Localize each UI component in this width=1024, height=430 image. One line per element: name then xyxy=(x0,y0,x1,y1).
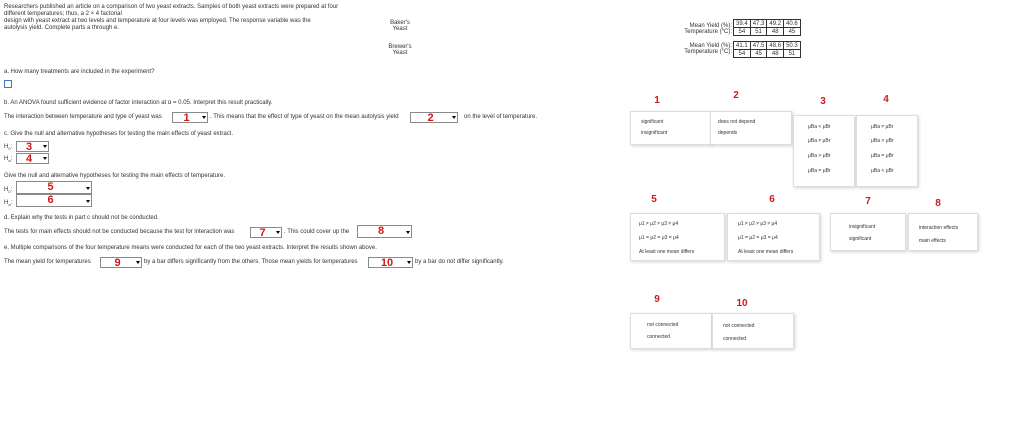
dropdown-4[interactable] xyxy=(16,153,49,164)
bakers-temp-label: Temperature (°C): xyxy=(684,29,732,35)
dropdown-3-value: 3 xyxy=(25,140,33,153)
brewers-temp-4: 51 xyxy=(784,50,801,58)
dropdown-6[interactable] xyxy=(16,194,92,207)
part-c-ha-label-2: $H_a$: xyxy=(4,200,13,208)
h0-h: H xyxy=(4,144,9,150)
chevron-down-icon[interactable] xyxy=(274,228,281,237)
dropdown-8[interactable] xyxy=(357,225,412,238)
option-card-4 xyxy=(856,115,918,187)
option-card-6 xyxy=(727,213,820,261)
bakers-table xyxy=(733,19,801,36)
option-4-item-2[interactable]: μBa > μBr xyxy=(871,138,894,144)
ha-h-2: H xyxy=(4,200,9,206)
bakers-mean-label: Mean Yield (%): xyxy=(689,23,732,29)
part-d-question: d. Explain why the tests in part c should not be conducted. xyxy=(4,215,159,221)
option-5-item-2[interactable]: μ1 = μ2 = μ3 = μ4 xyxy=(639,235,679,241)
dropdown-7-value: 7 xyxy=(259,226,266,239)
option-number-10: 10 xyxy=(736,298,748,309)
option-number-3: 3 xyxy=(820,96,826,107)
part-d-sentence-pre: The tests for main effects should not be conducted because the test for interaction was xyxy=(4,229,235,235)
bakers-temp-row xyxy=(734,28,801,36)
brewers-table xyxy=(733,41,801,58)
bakers-temp-1: 54 xyxy=(734,28,751,36)
dropdown-1-value: 1 xyxy=(183,111,190,124)
option-9-item-1[interactable]: not connected xyxy=(647,322,679,328)
option-10-item-1[interactable]: not connected xyxy=(723,323,755,329)
part-b-sentence-mid: . This means that the effect of type of yeast on the mean autolysis yield xyxy=(210,114,399,120)
brewers-yield-2: 47.5 xyxy=(750,42,767,50)
chevron-down-icon[interactable] xyxy=(84,197,91,206)
bakers-yield-4: 40.6 xyxy=(784,20,801,28)
chevron-down-icon[interactable] xyxy=(84,184,91,193)
part-b-sentence-pre: The interaction between temperature and type of yeast was xyxy=(4,114,162,120)
bakers-temp-2: 51 xyxy=(750,28,767,36)
option-5-item-1[interactable]: μ1 ≠ μ2 ≠ μ3 ≠ μ4 xyxy=(639,221,679,227)
h0-sub-2: 0 xyxy=(8,189,11,195)
chevron-down-icon[interactable] xyxy=(41,154,48,163)
chevron-down-icon[interactable] xyxy=(404,228,411,237)
dropdown-6-value: 6 xyxy=(47,194,54,206)
brewers-temp-1: 54 xyxy=(734,50,751,58)
option-4-item-1[interactable]: μBa ≠ μBr xyxy=(871,124,894,130)
option-number-5: 5 xyxy=(651,194,657,205)
part-b-sentence-post: on the level of temperature. xyxy=(464,114,538,120)
option-2-item-1[interactable]: does not depend xyxy=(718,119,756,125)
brewers-yeast-label xyxy=(378,44,422,56)
option-5-item-3[interactable]: At least one mean differs xyxy=(639,249,695,255)
brewers-yield-3: 48.6 xyxy=(767,42,784,50)
part-c-h0-label: $H_0$: xyxy=(4,144,13,152)
chevron-down-icon[interactable] xyxy=(134,258,141,267)
option-8-item-1[interactable]: interaction effects xyxy=(919,225,959,231)
bakers-yield-1: 39.4 xyxy=(734,20,751,28)
option-number-1: 1 xyxy=(654,95,660,106)
option-3-item-4[interactable]: μBa = μBr xyxy=(808,168,831,174)
ha-h: H xyxy=(4,156,9,162)
part-c-question: c. Give the null and alternative hypotheses for testing the main effects of yeast extract. xyxy=(4,131,234,137)
dropdown-5[interactable] xyxy=(16,181,92,194)
option-6-item-2[interactable]: μ1 = μ2 = μ3 = μ4 xyxy=(738,235,778,241)
intro-line-3: autolysis yield. Complete parts a through e. xyxy=(4,25,120,31)
option-6-item-1[interactable]: μ1 ≠ μ2 ≠ μ3 ≠ μ4 xyxy=(738,221,778,227)
brewers-temp-row xyxy=(734,50,801,58)
option-card-1 xyxy=(630,111,712,145)
part-a-answer-input[interactable] xyxy=(4,80,12,88)
brewers-yield-row xyxy=(734,42,801,50)
ha-sub: a xyxy=(8,158,11,164)
part-d-sentence-mid: . This could cover up the xyxy=(284,229,350,235)
intro-text xyxy=(4,4,344,32)
option-3-item-1[interactable]: μBa < μBr xyxy=(808,124,831,130)
part-c-question-2: Give the null and alternative hypotheses for testing the main effects of temperature. xyxy=(4,173,226,179)
option-1-item-2[interactable]: insignificant xyxy=(641,130,668,136)
option-8-item-2[interactable]: main effects xyxy=(919,238,946,244)
part-e-question: e. Multiple comparisons of the four temperature means were conducted for each of the two yeast extracts. Interpret the results shown above. xyxy=(4,245,377,251)
dropdown-8-value: 8 xyxy=(377,225,385,237)
option-2-item-2[interactable]: depends xyxy=(718,130,738,136)
brewers-temp-3: 48 xyxy=(767,50,784,58)
part-e-sentence-mid: by a bar differs significantly from the others. Those mean yields for temperatures xyxy=(144,259,358,265)
chevron-down-icon[interactable] xyxy=(405,258,412,267)
option-1-item-1[interactable]: significant xyxy=(641,119,664,125)
dropdown-9[interactable] xyxy=(100,257,142,268)
dropdown-5-value: 5 xyxy=(47,181,54,193)
brewers-mean-label: Mean Yield (%): xyxy=(689,43,732,49)
option-card-3 xyxy=(793,115,855,187)
bakers-yield-row xyxy=(734,20,801,28)
option-4-item-3[interactable]: μBa = μBr xyxy=(871,153,894,159)
option-card-2 xyxy=(710,111,792,145)
intro-line-1: Researchers published an article on a comparison of two yeast extracts. Samples of both yeast extracts were prepared at four different temperatures; thus, a 2 × 4 factorial xyxy=(4,4,339,17)
brewers-name-line2: Yeast xyxy=(392,50,408,56)
intro-line-2: design with yeast extract at two levels and temperature at four levels was employed. The response variable was the xyxy=(4,18,311,24)
option-number-9: 9 xyxy=(654,294,660,305)
option-4-item-4[interactable]: μBa < μBr xyxy=(871,168,894,174)
option-number-7: 7 xyxy=(865,196,871,207)
brewers-yield-4: 50.3 xyxy=(784,42,801,50)
option-card-5 xyxy=(630,213,725,261)
option-9-item-2[interactable]: connected xyxy=(647,334,671,340)
h0-h-2: H xyxy=(4,187,9,193)
dropdown-4-value: 4 xyxy=(25,152,33,165)
option-card-9 xyxy=(630,313,712,349)
brewers-yield-1: 41.1 xyxy=(734,42,751,50)
bakers-yeast-label xyxy=(378,20,422,32)
bakers-yield-2: 47.3 xyxy=(750,20,767,28)
part-c-h0-label-2: $H_0$: xyxy=(4,187,13,195)
chevron-down-icon[interactable] xyxy=(41,142,48,151)
bakers-name-line2: Yeast xyxy=(392,26,408,32)
dropdown-9-value: 9 xyxy=(114,256,121,269)
option-10-item-2[interactable]: connected xyxy=(723,336,747,342)
option-6-item-3[interactable]: At least one mean differs xyxy=(738,249,794,255)
option-card-7 xyxy=(830,213,906,251)
bakers-name-line1: Baker's xyxy=(390,20,410,26)
bakers-temp-4: 45 xyxy=(784,28,801,36)
option-card-8 xyxy=(908,213,978,251)
part-a-question: a. How many treatments are included in the experiment? xyxy=(4,69,155,75)
dropdown-10[interactable] xyxy=(368,257,413,268)
dropdown-2-value: 2 xyxy=(427,111,434,124)
option-3-item-3[interactable]: μBa > μBr xyxy=(808,153,831,159)
part-c-ha-label: $H_a$: xyxy=(4,156,13,164)
option-7-item-1[interactable]: insignificant xyxy=(849,224,876,230)
ha-sub-2: a xyxy=(8,202,11,208)
dropdown-2[interactable] xyxy=(410,112,458,123)
bakers-temp-3: 48 xyxy=(767,28,784,36)
option-number-2: 2 xyxy=(733,90,739,101)
option-number-8: 8 xyxy=(935,198,941,209)
part-b-question: b. An ANOVA found sufficient evidence of factor interaction at α = 0.05. Interpret this result practically. xyxy=(4,100,273,106)
chevron-down-icon[interactable] xyxy=(200,113,207,122)
brewers-temp-2: 45 xyxy=(750,50,767,58)
dropdown-10-value: 10 xyxy=(380,256,394,269)
dropdown-7[interactable] xyxy=(250,227,282,238)
dropdown-1[interactable] xyxy=(172,112,208,123)
part-e-sentence-pre: The mean yield for temperatures xyxy=(4,259,91,265)
chevron-down-icon[interactable] xyxy=(450,113,457,122)
option-3-item-2[interactable]: μBa ≠ μBr xyxy=(808,138,831,144)
option-number-4: 4 xyxy=(883,94,889,105)
part-e-sentence-post: by a bar do not differ significantly. xyxy=(415,259,504,265)
option-7-item-2[interactable]: significant xyxy=(849,236,872,242)
brewers-name-line1: Brewer's xyxy=(388,44,412,50)
option-number-6: 6 xyxy=(769,194,775,205)
option-card-10 xyxy=(712,313,794,349)
brewers-temp-label: Temperature (°C): xyxy=(684,49,732,55)
dropdown-3[interactable] xyxy=(16,141,49,152)
bakers-yield-3: 49.2 xyxy=(767,20,784,28)
h0-sub: 0 xyxy=(8,146,11,152)
